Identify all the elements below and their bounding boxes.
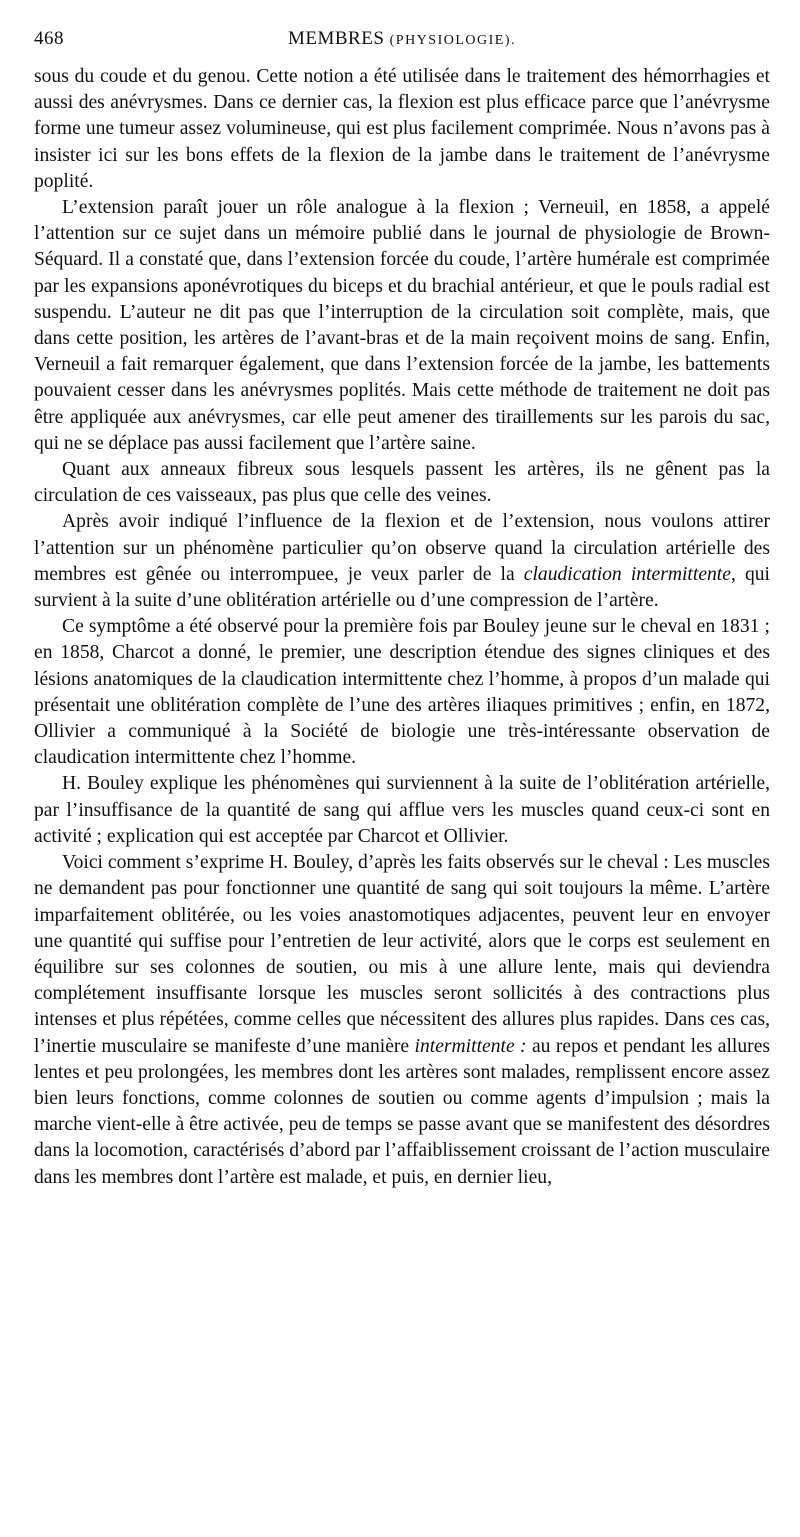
paragraph bbox=[34, 509, 770, 614]
running-title-sub: (PHYSIOLOGIE). bbox=[389, 33, 517, 48]
book-page bbox=[34, 20, 770, 1191]
paragraph: sous du coude et du genou. Cette notion a été utilisée dans le traitement des hémorrhagies et aussi des anévrysmes. Dans ce dernier cas, la flexion est plus efficace parce que l’anévrysme forme une tumeur assez volumineuse, qui est plus facilement comprimée. Nous n’avons pas à insister ici sur les bons effets de la flexion de la jambe dans le traitement de l’anévrysme poplité. bbox=[34, 66, 770, 192]
page-header bbox=[34, 20, 770, 54]
page-number: 468 bbox=[34, 28, 64, 49]
running-title-main: MEMBRES bbox=[287, 28, 385, 49]
paragraph-text: au repos et pendant les allures lentes et peu prolongées, les membres dont les artères sont malades, remplissent encore assez bien leurs fonctions, comme colonnes de soutien ou comme agents d’impulsion ; mais la marche vient-elle à être activée, peu de temps se passe avant que se manifestent des désordres dans la locomotion, caractérisés d’abord par l’affaiblissement croissant de l’action musculaire dans les membres dont l’artère est malade, et puis, en dernier lieu, bbox=[34, 1035, 771, 1188]
italic-term: claudication intermittente bbox=[523, 563, 731, 585]
paragraph: Ce symptôme a été observé pour la première fois par Bouley jeune sur le cheval en 1831 ; en 1858, Charcot a donné, le premier, une description étendue des signes cliniques et des lésions anatomiques de la claudication intermittente chez l’homme, à propos d’un malade qui présentait une oblitération complète de l’une des artères iliaques primitives ; enfin, en 1872, Ollivier a communiqué à la Société de biologie une très-intéressante observation de claudication intermittente chez l’homme. bbox=[34, 616, 770, 769]
paragraph bbox=[34, 850, 770, 1191]
paragraph-text: Après avoir indiqué l’influence de la flexion et de l’extension, nous voulons attirer l’attention sur un phénomène particulier qu’on observe quand la circulation artérielle des membres est gênée ou interrompuee, je veux parler de la bbox=[34, 511, 770, 585]
body-text bbox=[34, 64, 770, 1191]
paragraph-text: , qui survient à la suite d’une oblitération artérielle ou d’une compression de l’artère. bbox=[34, 563, 770, 612]
paragraph: Quant aux anneaux fibreux sous lesquels passent les artères, ils ne gênent pas la circulation de ces vaisseaux, pas plus que celle des veines. bbox=[34, 459, 770, 507]
paragraph: H. Bouley explique les phénomènes qui surviennent à la suite de l’oblitération artérielle, par l’insuffisance de la quantité de sang qui afflue vers les muscles quand ceux-ci sont en activité ; explication qui est acceptée par Charcot et Ollivier. bbox=[34, 773, 770, 847]
running-title bbox=[34, 28, 770, 50]
paragraph: L’extension paraît jouer un rôle analogue à la flexion ; Verneuil, en 1858, a appelé l’attention sur ce sujet dans un mémoire publié dans le journal de physiologie de Brown-Séquard. Il a constaté que, dans l’extension forcée du coude, l’artère humérale est comprimée par les expansions aponévrotiques du biceps et du brachial antérieur, et que le pouls radial est suspendu. L’auteur ne dit pas que l’interruption de la circulation soit complète, mais, que dans cette position, les artères de l’avant-bras et de la main reçoivent moins de sang. Enfin, Verneuil a fait remarquer également, que dans l’extension forcée de la jambe, les battements pouvaient cesser dans les anévrysmes poplités. Mais cette méthode de traitement ne doit pas être appliquée aux anévrysmes, car elle peut amener des tiraillements sur les parois du sac, qui ne se déplace pas aussi facilement que l’artère saine. bbox=[34, 197, 770, 454]
paragraph-text: Voici comment s’exprime H. Bouley, d’après les faits observés sur le cheval : Les muscles ne demandent pas pour fonctionner une quantité de sang qui soit toujours la même. L’artère imparfaitement oblitérée, ou les voies anastomotiques adjacentes, peuvent leur en envoyer une quantité qui suffise pour l’entretien de leur activité, alors que le corps est seulement en équilibre sur ses colonnes de soutien, ou mis à une allure lente, mais qui deviendra complétement insuffisante lorsque les muscles seront sollicités à des contractions plus intenses et plus répétées, comme celles que nécessitent des allures plus rapides. Dans ces cas, l’inertie musculaire se manifeste d’une manière bbox=[34, 852, 770, 1057]
italic-term: intermittente : bbox=[414, 1035, 527, 1057]
